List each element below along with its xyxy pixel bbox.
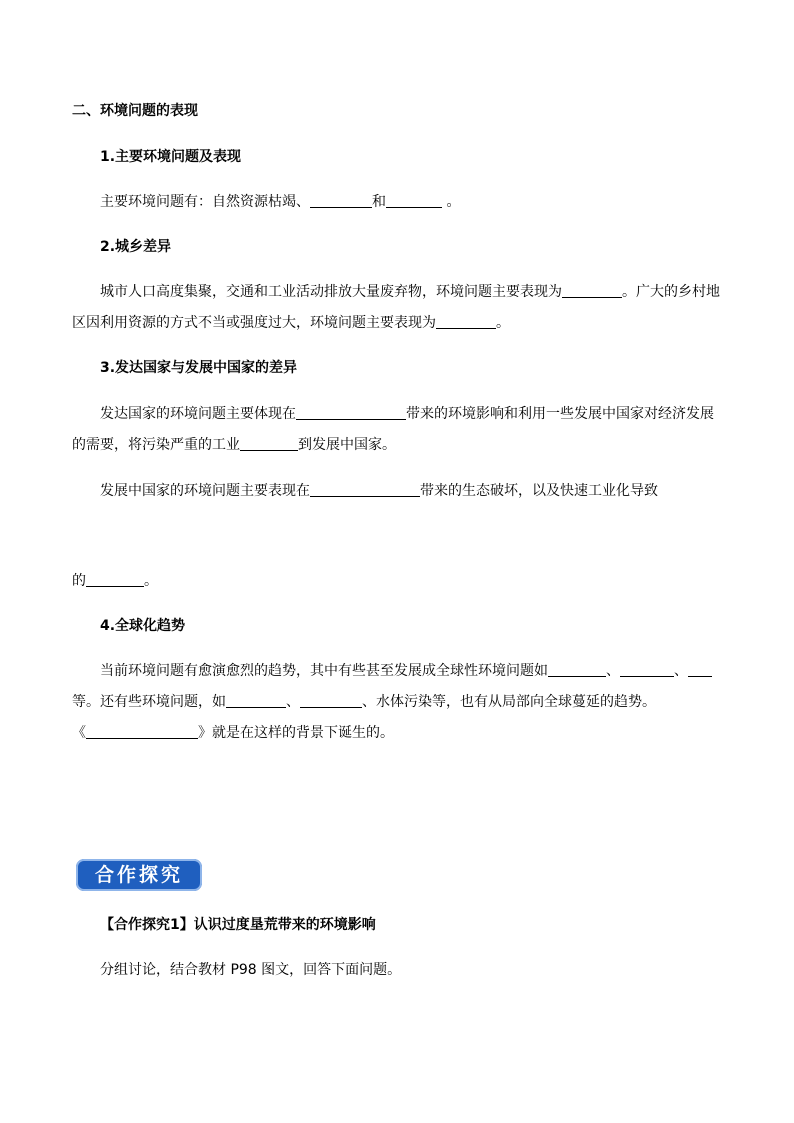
paragraph-2-line-2: 区因利用资源的方式不当或强度过大，环境问题主要表现为 。: [72, 315, 510, 331]
blank[interactable]: [86, 571, 144, 587]
paragraph-3-line-1: 发达国家的环境问题主要体现在 带来的环境影响和利用一些发展中国家对经济发展: [100, 406, 714, 422]
heading-4: 4.全球化趋势: [100, 618, 186, 634]
paragraph-5-line-2: 等。还有些环境问题，如 、 、水体污染等，也有从局部向全球蔓延的趋势。: [72, 694, 656, 710]
blank[interactable]: [688, 661, 712, 677]
paragraph-4-line-2: 的 。: [72, 573, 158, 589]
blank[interactable]: [226, 692, 286, 708]
paragraph-5-line-3: 《 》就是在这样的背景下诞生的。: [72, 725, 394, 741]
blank[interactable]: [300, 692, 362, 708]
section-title: 二、环境问题的表现: [72, 103, 198, 119]
paragraph-5-line-1: 当前环境问题有愈演愈烈的趋势，其中有些甚至发展成全球性环境问题如 、 、: [100, 661, 724, 681]
heading-2: 2.城乡差异: [100, 239, 172, 255]
blank[interactable]: [562, 282, 622, 298]
blank[interactable]: [86, 723, 198, 739]
cooperative-inquiry-instruction: 分组讨论，结合教材 P98 图文，回答下面问题。: [100, 962, 402, 978]
blank[interactable]: [310, 192, 372, 208]
blank[interactable]: [296, 404, 406, 420]
blank[interactable]: [310, 481, 420, 497]
blank[interactable]: [548, 661, 606, 677]
paragraph-3-line-2: 的需要，将污染严重的工业 到发展中国家。: [72, 437, 396, 453]
blank[interactable]: [436, 313, 496, 329]
blank[interactable]: [620, 661, 674, 677]
blank[interactable]: [386, 192, 442, 208]
cooperative-inquiry-badge: 合作探究: [76, 859, 202, 891]
cooperative-inquiry-title: 【合作探究1】认识过度垦荒带来的环境影响: [100, 917, 376, 933]
paragraph-2-line-1: 城市人口高度集聚，交通和工业活动排放大量废弃物，环境问题主要表现为 。广大的乡村地: [100, 284, 720, 300]
heading-3: 3.发达国家与发展中国家的差异: [100, 360, 298, 376]
heading-1: 1.主要环境问题及表现: [100, 149, 242, 165]
paragraph-4-line-1: 发展中国家的环境问题主要表现在 带来的生态破坏，以及快速工业化导致: [100, 483, 658, 499]
blank[interactable]: [240, 435, 298, 451]
paragraph-1: 主要环境问题有：自然资源枯竭、 和 。: [100, 194, 461, 210]
